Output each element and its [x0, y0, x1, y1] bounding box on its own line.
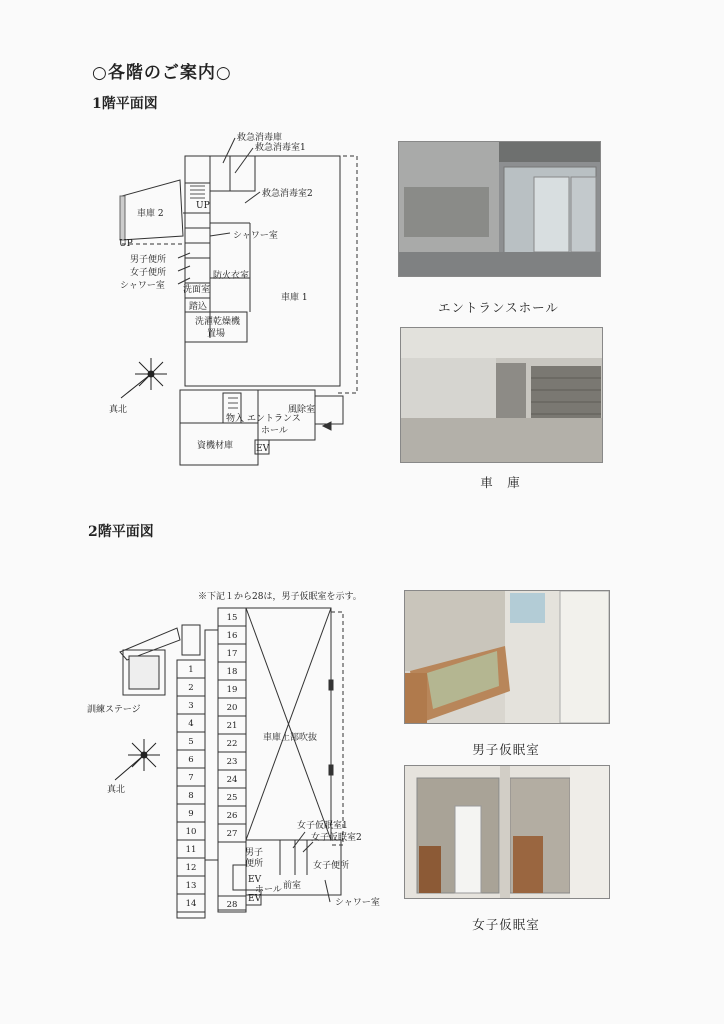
label-garage1: 車庫 1 [281, 293, 308, 303]
room-number: 6 [188, 755, 194, 765]
room-number: 19 [226, 685, 238, 695]
label-womens-toilet: 女子便所 [313, 861, 350, 871]
label-mens-toilet-b: 便所 [245, 859, 264, 869]
label-shikizai: 資機材庫 [197, 441, 234, 451]
label-garage2: 車庫 2 [137, 209, 164, 219]
label-hall: ホール [261, 426, 288, 436]
room-number: 11 [185, 845, 197, 855]
garage-caption: 車 庫 [480, 475, 521, 490]
room-numbers-left [186, 665, 197, 909]
label-mens-toilet-a: 男子 [245, 848, 264, 858]
room-number: 28 [226, 900, 238, 910]
room-number: 27 [226, 829, 238, 839]
room-number: 2 [188, 683, 194, 693]
label-north1: 真北 [109, 405, 128, 415]
label-shower2: シャワー室 [120, 281, 165, 291]
label-zenshitsu: 前室 [283, 881, 302, 891]
floor1-heading: 1階平面図 [92, 96, 158, 112]
label-ev2a: EV [248, 875, 262, 885]
floor2-note: ※下記１から28は，男子仮眠室を示す。 [198, 592, 362, 602]
label-hall2: ホール [255, 885, 282, 895]
room-number: 1 [188, 665, 194, 675]
room-number: 22 [226, 739, 238, 749]
room-number: 26 [226, 811, 238, 821]
womens-nap-room-photo [404, 765, 610, 899]
room-number: 16 [226, 631, 238, 641]
mens-nap-room-caption: 男子仮眠室 [472, 742, 540, 757]
north-arrow-icon [121, 358, 167, 398]
floor2-plan [85, 600, 390, 920]
room-number: 15 [226, 613, 238, 623]
room-number: 20 [226, 703, 238, 713]
label-monoire: 物入 [226, 414, 245, 424]
label-fukinuke: 車庫上部吹抜 [263, 733, 318, 743]
label-kyukyu-ko: 救急消毒庫 [237, 133, 283, 143]
womens-nap-room-caption: 女子仮眠室 [472, 917, 540, 932]
room-number: 25 [226, 793, 238, 803]
label-okiba: 置場 [207, 329, 226, 339]
room-number: 24 [226, 775, 238, 785]
label-mens-toilet: 男子便所 [130, 255, 167, 265]
label-entrance: エントランス [247, 414, 301, 424]
room-number: 12 [185, 863, 197, 873]
label-womens-nap1: 女子仮眠室1 [297, 821, 348, 831]
room-number: 14 [185, 899, 197, 909]
label-up1: UP [196, 201, 210, 211]
storage-outline [180, 390, 258, 465]
label-sentaku: 洗濯乾燥機 [195, 317, 241, 327]
label-ev2b: EV [248, 894, 262, 904]
room-number: 4 [188, 719, 194, 729]
room-number: 18 [226, 667, 238, 677]
label-womens-nap2: 女子仮眠室2 [311, 833, 362, 843]
entrance-hall-caption: エントランスホール [438, 300, 559, 315]
room-number: 5 [188, 737, 194, 747]
mens-nap-room-photo [404, 590, 610, 724]
label-kyukyu-1: 救急消毒室1 [255, 143, 306, 153]
label-womens-toilet: 女子便所 [130, 268, 167, 278]
room-number: 9 [188, 809, 194, 819]
garage-photo [400, 327, 603, 463]
label-up2: UP [119, 239, 133, 249]
north-arrow-icon [115, 739, 160, 780]
room-number: 10 [185, 827, 197, 837]
room-number: 17 [226, 649, 238, 659]
label-bouka: 防火衣室 [213, 271, 250, 281]
label-shower2: シャワー室 [335, 898, 380, 908]
label-kyukyu-2: 救急消毒室2 [262, 189, 313, 199]
floor2-heading: 2階平面図 [88, 524, 154, 540]
label-north2: 真北 [107, 785, 126, 795]
room-number: 13 [185, 881, 197, 891]
room-number: 8 [188, 791, 194, 801]
floor1-plan [95, 128, 380, 473]
label-fumikomi: 踏込 [189, 302, 208, 312]
label-fujoshitsu: 風除室 [288, 405, 316, 415]
room-number: 7 [188, 773, 194, 783]
room-number: 23 [226, 757, 238, 767]
room-number: 3 [188, 701, 194, 711]
entrance-hall-photo [398, 141, 601, 277]
room-number: 21 [226, 721, 238, 731]
label-senmen: 洗面室 [183, 285, 211, 295]
page-title: ○各階のご案内○ [92, 63, 232, 83]
label-shower1: シャワー室 [233, 231, 278, 241]
label-stage: 訓練ステージ [87, 705, 141, 715]
label-ev1: EV [256, 444, 270, 454]
